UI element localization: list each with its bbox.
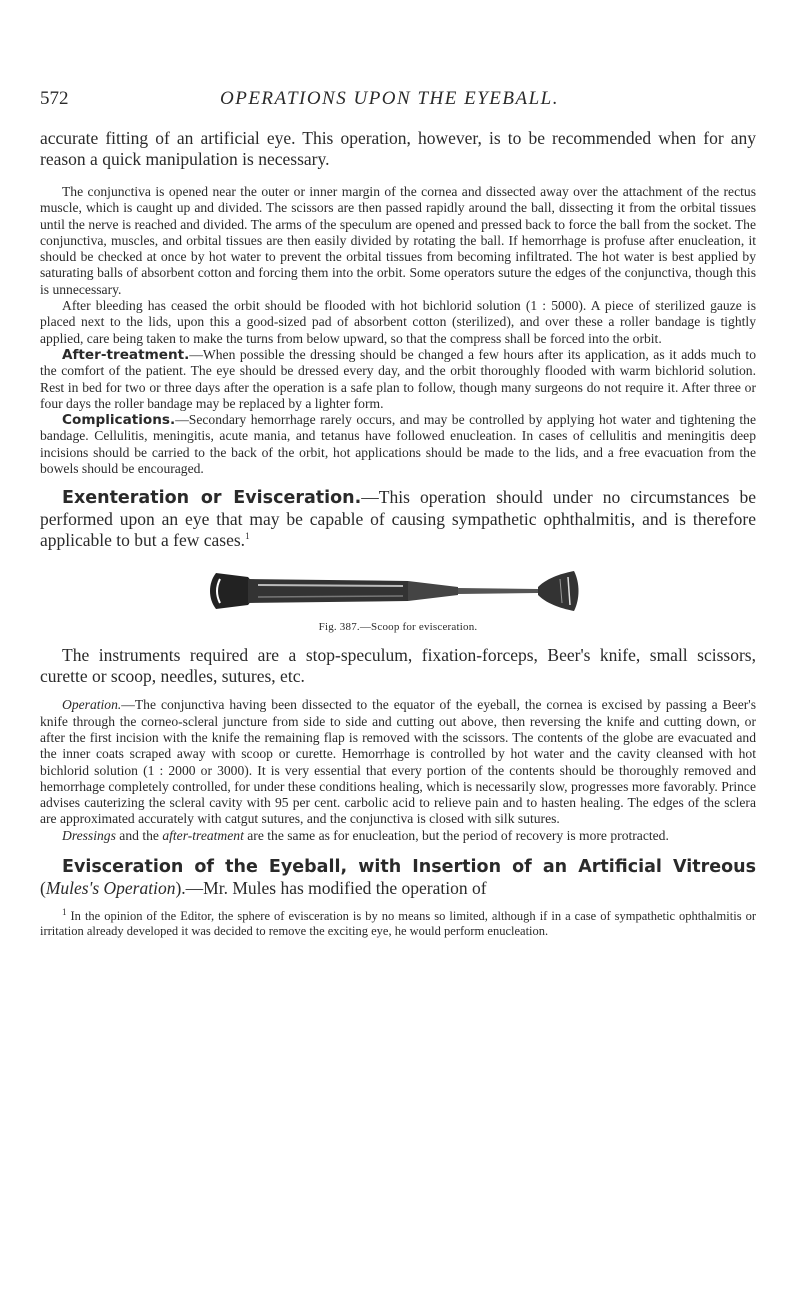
evisceration-artificial-text: —Mr. Mules has modified the operation of bbox=[185, 878, 487, 899]
footnote-number: 1 bbox=[62, 906, 67, 917]
running-title: OPERATIONS UPON THE EYEBALL. bbox=[220, 88, 559, 109]
scoop-right-bowl bbox=[538, 571, 579, 611]
scoop-handle-edge bbox=[258, 596, 403, 597]
lead-paragraph: accurate fitting of an artificial eye. This operation, however, is to be recommended when for any reason a quick manipulation is necessary. bbox=[40, 128, 756, 169]
complications-text: —Secondary hemorrhage rarely occurs, and may be controlled by applying hot water and tightening the bandage. Cellulitis, meningitis, acute mania, and tetanus have followed enucleation. In cases of cellulitis and meningitis deep incisions should be carried to the back of the orbit, hot applications should be made to the lids, and a free evacuation from the bowels should be encouraged. bbox=[40, 412, 756, 477]
footnote-text: In the opinion of the Editor, the sphere of evisceration is by no means so limited, although if in a case of sympathetic ophthalmitis or irritation already developed it was decided to remove the exciting eye, he would perform enucleation. bbox=[40, 909, 756, 939]
after-treatment-paragraph bbox=[40, 347, 756, 412]
exenteration-text: —This operation should under no circumstances be performed upon an eye that may be capable of causing sympathetic ophthalmitis, and is therefore applicable to but a few cases. bbox=[40, 487, 756, 551]
scoop-illustration bbox=[208, 563, 588, 617]
figure-scoop bbox=[40, 563, 756, 633]
footnote-reference: 1 bbox=[245, 531, 250, 542]
dressings-mid: and the bbox=[115, 827, 163, 843]
after-treatment-heading: After-treatment. bbox=[62, 346, 190, 363]
scoop-handle-shine bbox=[258, 585, 403, 586]
after-treatment-text: —When possible the dressing should be changed a few hours after its application, as it adds much to the comfort of the patient. The eye should be dressed every day, and the orbit thoroughly flooded with warm bichlorid solution. Rest in bed for two or three days after the operation is a safe plan to follow, though many surgeons do not require it. After three or four days the roller bandage may be replaced by a lighter form. bbox=[40, 346, 756, 411]
mules-operation-subheading: Mules's Operation bbox=[45, 878, 176, 899]
exenteration-paragraph bbox=[40, 487, 756, 551]
figure-caption: Fig. 387.—Scoop for evisceration. bbox=[318, 621, 478, 634]
scoop-shaft bbox=[458, 588, 538, 594]
subheading-open: ( bbox=[40, 878, 46, 899]
dressings-paragraph bbox=[40, 828, 756, 844]
enucleation-paragraph-2: After bleeding has ceased the orbit should be flooded with hot bichlorid solution (1 : 5000). A piece of sterilized gauze is placed next to the lids, upon this a good-sized pad of absorbent cotton (sterilized), and over these a roller bandage is tightly applied, care being taken to make the turns from below upward, so that the compress shall be forced into the orbit. bbox=[40, 298, 756, 346]
complications-heading: Complications. bbox=[62, 412, 176, 429]
enucleation-paragraph-1: The conjunctiva is opened near the outer or inner margin of the cornea and dissected away over the attachment of the rectus muscle, which is caught up and divided. The scissors are then passed rapidly around the ball, dissecting it from the orbital tissues until the nerve is reached and divided. The arms of the speculum are opened and pressed back to force the ball from the socket. The conjunctiva, muscles, and orbital tissues are then easily divided by rotating the ball. If hemorrhage is profuse after enucleation, it should be checked at once by hot water to prevent the orbital tissues from becoming infiltrated. The hot water is best applied by saturating balls of absorbent cotton and forcing them into the orbit. Some operators suture the edges of the conjunctiva, though this is unnecessary. bbox=[40, 184, 756, 297]
running-head bbox=[40, 88, 756, 114]
scoop-handle bbox=[248, 579, 408, 603]
after-treatment-label: after-treatment bbox=[162, 827, 244, 843]
scoop-taper bbox=[408, 581, 458, 601]
footnote-1 bbox=[40, 906, 756, 939]
evisceration-artificial-heading: Evisceration of the Eyeball, with Insertion of an Artificial Vitreous bbox=[62, 857, 756, 878]
instruments-paragraph: The instruments required are a stop-speculum, fixation-forceps, Beer's knife, small scissors, curette or scoop, needles, sutures, etc. bbox=[40, 645, 756, 687]
evisceration-artificial-paragraph bbox=[40, 856, 756, 899]
subheading-close: ). bbox=[175, 878, 186, 899]
page-number: 572 bbox=[40, 88, 69, 109]
dressings-label: Dressings bbox=[62, 827, 116, 843]
footnotes bbox=[40, 906, 756, 939]
operation-paragraph bbox=[40, 697, 756, 827]
book-page bbox=[40, 88, 756, 939]
complications-paragraph bbox=[40, 412, 756, 477]
operation-label: Operation. bbox=[62, 697, 122, 713]
operation-text: —The conjunctiva having been dissected to the equator of the eyeball, the cornea is excised by passing a Beer's knife through the corneo-scleral juncture from side to side and cutting out above, then reversing the knife and cutting down, or after the first incision with the knife the remaining flap is removed with the scissors. The contents of the globe are evacuated and the inner coats scraped away with scoop or curette. Hemorrhage is controlled by hot water and the cavity cleansed with hot bichlorid solution (1 : 2000 or 3000). It is very essential that every portion of the contents should be thoroughly removed and hemorrhage completely controlled, for under these conditions healing, which is necessarily slow, progresses more favorably. Prince advises cauterizing the scleral cavity with 95 per cent. carbolic acid to relieve pain and to hasten healing. The edges of the sclera are approximated accurately with catgut sutures, and the conjunctiva is closed with silk sutures. bbox=[40, 697, 756, 827]
exenteration-heading: Exenteration or Evisceration. bbox=[62, 488, 362, 509]
dressings-text: are the same as for enucleation, but the period of recovery is more protracted. bbox=[243, 827, 669, 843]
